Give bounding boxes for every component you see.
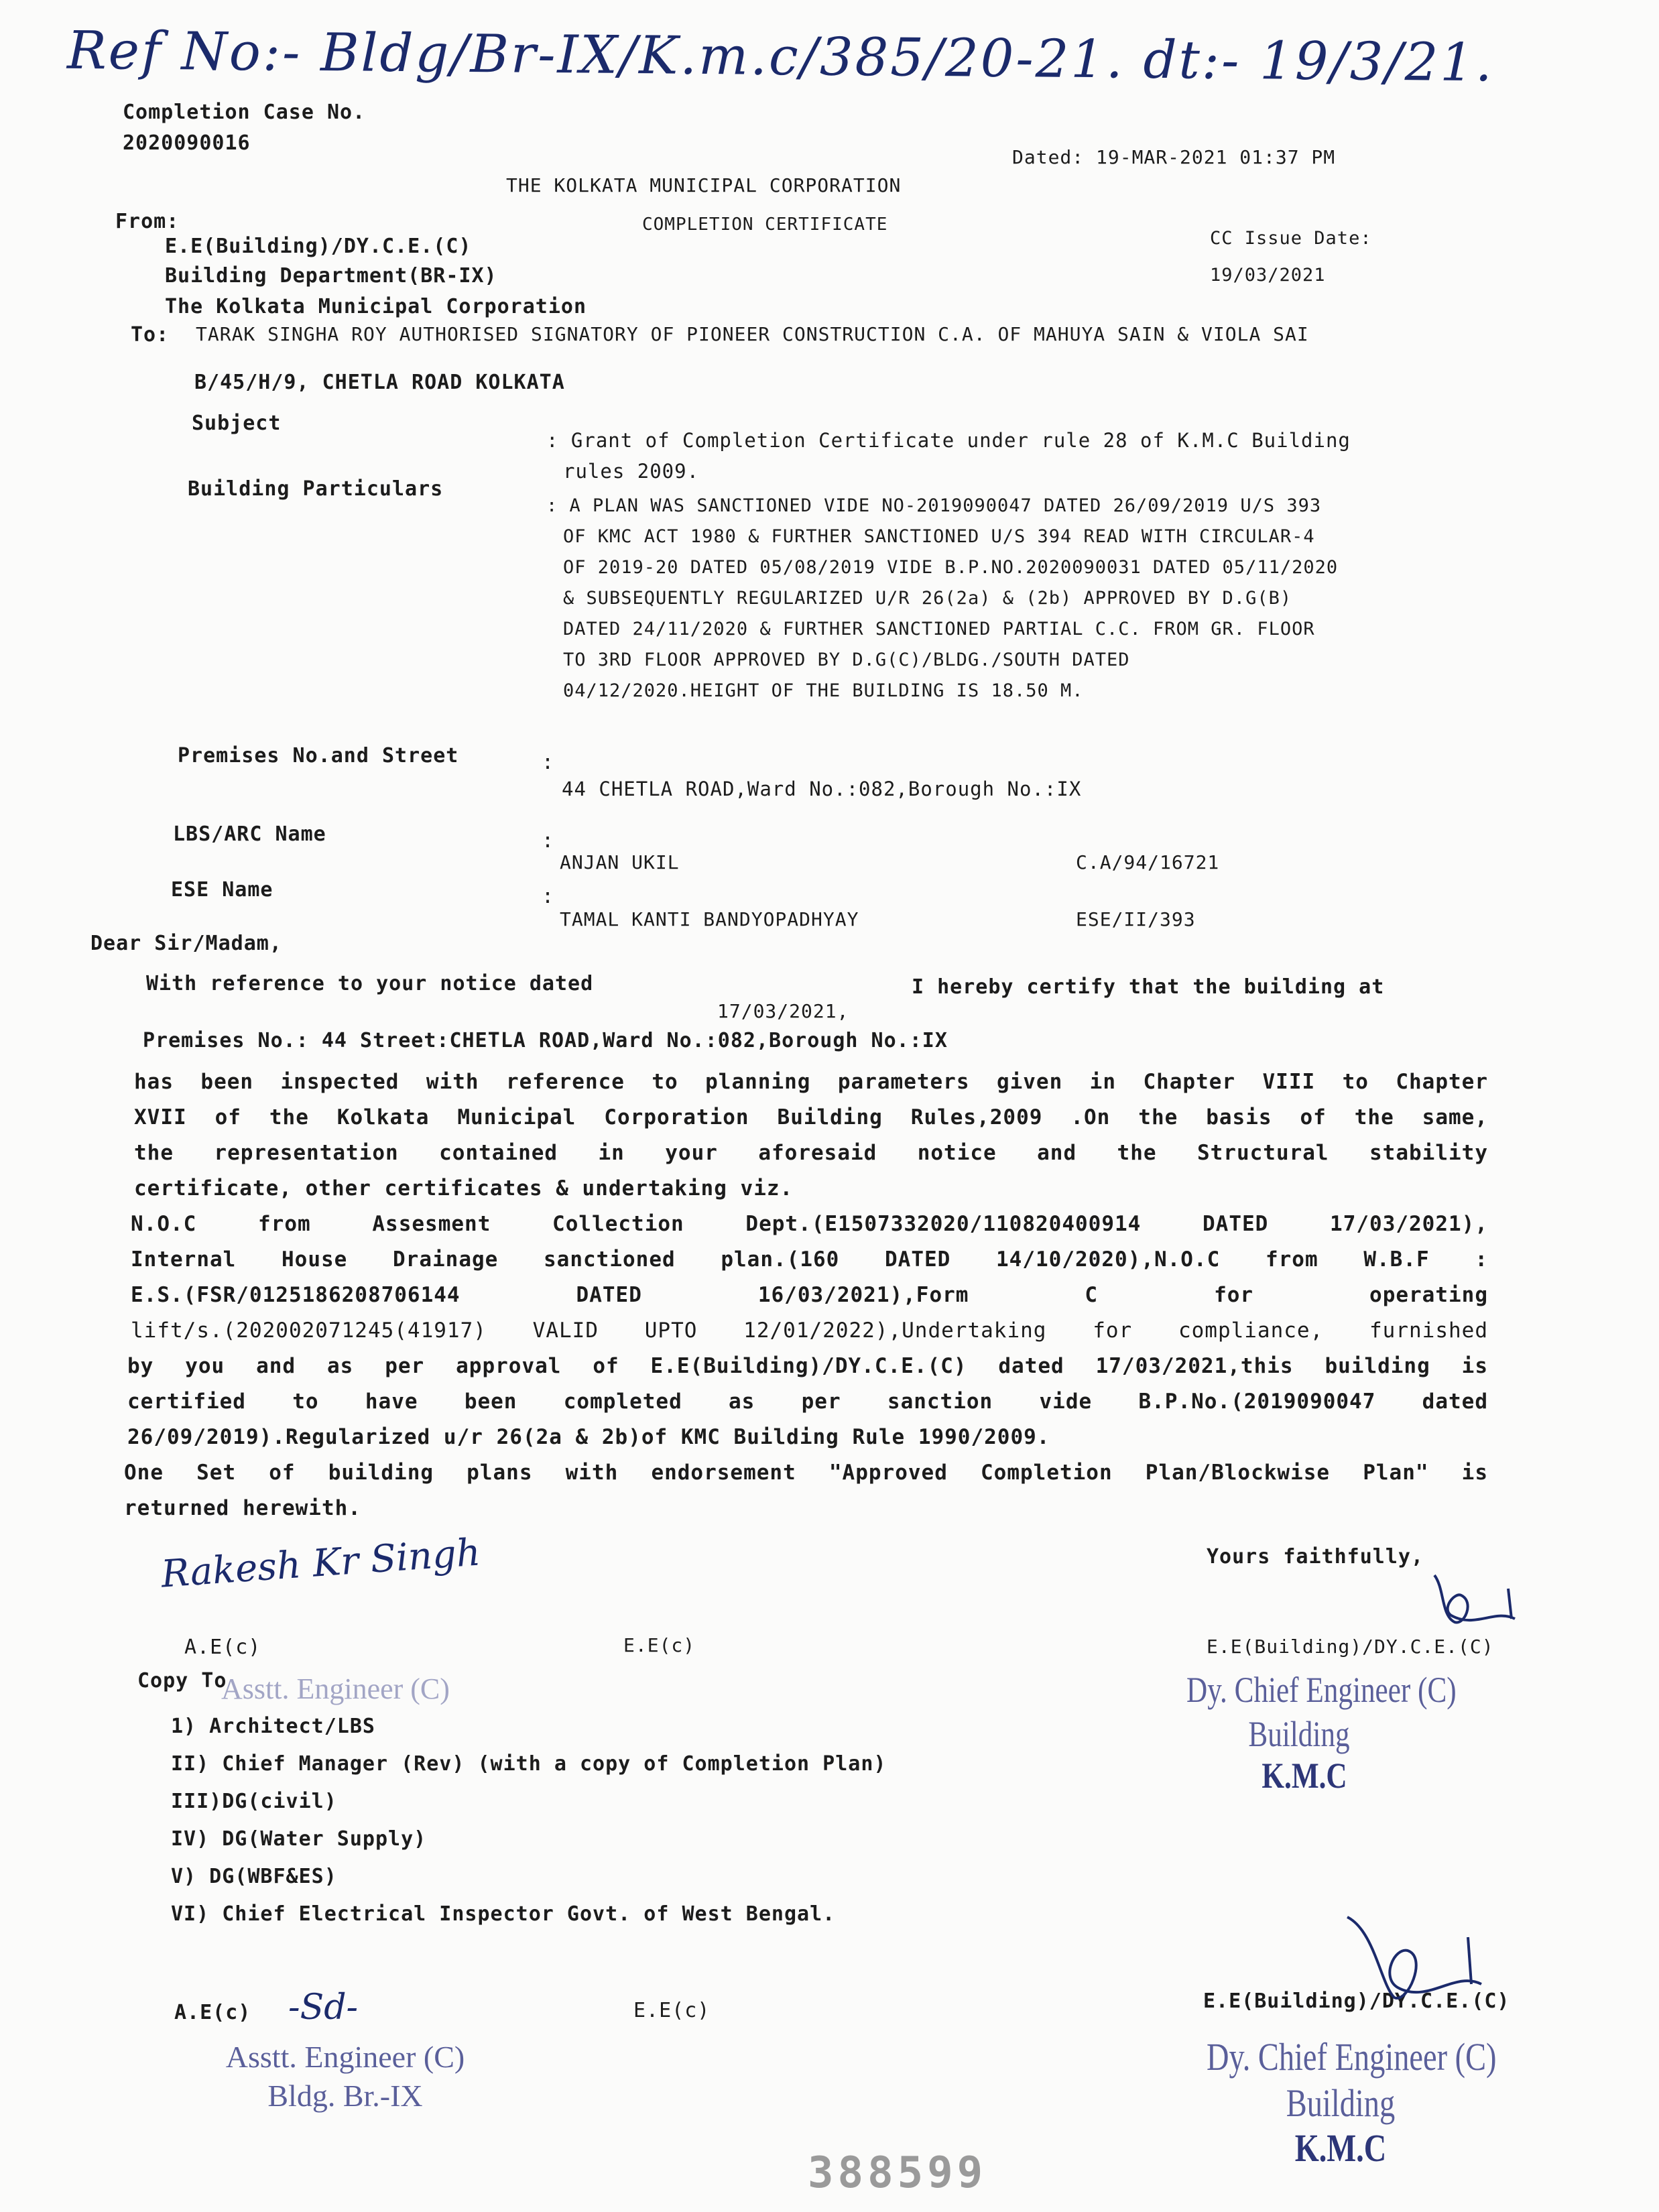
stamp-asstt-engineer-faint: Asstt. Engineer (C) (221, 1672, 450, 1705)
body-line: the representation contained in your aforesaid notice and the Structural stability (134, 1141, 1488, 1165)
body-line: by you and as per approval of E.E(Building)/DY.C.E.(C) dated 17/03/2021,this building is (127, 1354, 1488, 1378)
premises-label: Premises No.and Street (178, 744, 459, 767)
stamp-line: K.M.C (1262, 1756, 1347, 1796)
particulars-line: OF KMC ACT 1980 & FURTHER SANCTIONED U/S 394 READ WITH CIRCULAR-4 (563, 526, 1315, 547)
subject-line-1: : Grant of Completion Certificate under rule 28 of K.M.C Building (546, 429, 1351, 452)
stamp-line: Asstt. Engineer (C) (225, 2040, 465, 2074)
cc-issue-date: 19/03/2021 (1210, 265, 1326, 286)
body-line: returned herewith. (124, 1496, 361, 1520)
stamp-line: Dy. Chief Engineer (C) (1186, 1670, 1457, 1710)
to-line-1: TARAK SINGHA ROY AUTHORISED SIGNATORY OF PIONEER CONSTRUCTION C.A. OF MAHUYA SAIN & VIOLA SAI (196, 323, 1309, 345)
from-label: From: (115, 210, 180, 233)
handwritten-reference: Ref No:- Bldg/Br-IX/K.m.c/385/20-21. dt:- 19/3/21. (66, 20, 1495, 94)
body-line: E.S.(FSR/0125186208706144 DATED 16/03/2021),Form C for operating (131, 1283, 1488, 1307)
lbs-code: C.A/94/16721 (1076, 851, 1220, 873)
particulars-line: 04/12/2020.HEIGHT OF THE BUILDING IS 18.50 M. (563, 680, 1084, 701)
reference-text-a: With reference to your notice dated (146, 972, 594, 995)
from-line-3: The Kolkata Municipal Corporation (165, 295, 587, 318)
premises-line: Premises No.: 44 Street:CHETLA ROAD,Ward No.:082,Borough No.:IX (143, 1029, 948, 1052)
body-line: 26/09/2019).Regularized u/r 26(2a & 2b)of KMC Building Rule 1990/2009. (127, 1425, 1050, 1449)
copy-item: II) Chief Manager (Rev) (with a copy of Completion Plan) (171, 1752, 887, 1776)
salutation: Dear Sir/Madam, (90, 932, 282, 955)
body-line: N.O.C from Assesment Collection Dept.(E1507332020/110820400914 DATED 17/03/2021), (131, 1212, 1488, 1236)
reference-text-b: I hereby certify that the building at (912, 975, 1385, 999)
ee-c-label-1: E.E(c) (623, 1634, 696, 1656)
stamp-line: Building (1286, 2081, 1396, 2125)
certificate-body (124, 1064, 1488, 1526)
signature-scribble-top (1414, 1562, 1528, 1636)
from-line-1: E.E(Building)/DY.C.E.(C) (165, 235, 472, 258)
subject-line-2: rules 2009. (563, 460, 700, 483)
cc-issue-label: CC Issue Date: (1210, 228, 1372, 249)
lbs-name: ANJAN UKIL (560, 851, 680, 873)
copy-item: III)DG(civil) (171, 1790, 337, 1813)
stamp-line: K.M.C (1294, 2126, 1387, 2170)
building-particulars-text (546, 491, 1525, 706)
sd-mark: -Sd- (288, 1987, 359, 2028)
body-line: has been inspected with reference to planning parameters given in Chapter VIII to Chapter (134, 1070, 1488, 1094)
lbs-colon: : (542, 829, 555, 853)
body-line: certificate, other certificates & undertaking viz. (134, 1176, 794, 1201)
stamp-dy-chief-engineer-bottom (1207, 2034, 1497, 2170)
to-label: To: (131, 323, 170, 347)
corporation-title: THE KOLKATA MUNICIPAL CORPORATION (506, 174, 902, 196)
dated-timestamp: Dated: 19-MAR-2021 01:37 PM (1012, 146, 1336, 168)
body-line: lift/s.(202002071245(41917) VALID UPTO 12/01/2022),Undertaking for compliance, furnished (131, 1318, 1488, 1343)
copy-item: VI) Chief Electrical Inspector Govt. of West Bengal. (171, 1902, 836, 1926)
body-line: Internal House Drainage sanctioned plan.(160 DATED 14/10/2020),N.O.C from W.B.F : (131, 1247, 1488, 1272)
body-line: certified to have been completed as per sanction vide B.P.No.(2019090047 dated (127, 1390, 1488, 1414)
completion-case-label: Completion Case No. (123, 101, 366, 124)
stamp-line: Building (1248, 1714, 1350, 1754)
particulars-line: & SUBSEQUENTLY REGULARIZED U/R 26(2a) & (2b) APPROVED BY D.G(B) (563, 588, 1292, 609)
particulars-line: DATED 24/11/2020 & FURTHER SANCTIONED PARTIAL C.C. FROM GR. FLOOR (563, 619, 1315, 639)
ese-code: ESE/II/393 (1076, 908, 1196, 930)
ee-building-label-1: E.E(Building)/DY.C.E.(C) (1207, 1636, 1494, 1658)
copy-item: V) DG(WBF&ES) (171, 1865, 337, 1888)
body-line: XVII of the Kolkata Municipal Corporation Building Rules,2009 .On the basis of the same, (134, 1105, 1488, 1129)
ese-name: TAMAL KANTI BANDYOPADHYAY (560, 908, 859, 930)
lbs-label: LBS/ARC Name (173, 822, 326, 846)
to-line-2: B/45/H/9, CHETLA ROAD KOLKATA (194, 371, 565, 394)
from-line-2: Building Department(BR-IX) (165, 264, 497, 288)
stamp-line: Dy. Chief Engineer (C) (1207, 2035, 1497, 2079)
completion-case-number: 2020090016 (123, 131, 251, 155)
body-line: One Set of building plans with endorsement "Approved Completion Plan/Blockwise Plan" is (124, 1461, 1488, 1485)
signature-scribble-bottom (1334, 1904, 1495, 2018)
certificate-title: COMPLETION CERTIFICATE (642, 214, 888, 235)
premises-colon: : (542, 751, 555, 774)
yours-faithfully: Yours faithfully, (1207, 1545, 1424, 1569)
stamp-dy-chief-engineer (1186, 1669, 1457, 1796)
copy-to-list (171, 1708, 886, 1933)
copy-item: 1) Architect/LBS (171, 1715, 375, 1738)
ee-c-label-2: E.E(c) (633, 1999, 711, 2022)
notice-date: 17/03/2021, (717, 1000, 849, 1022)
ae-c-label-2: A.E(c) (174, 2001, 251, 2024)
copy-item: IV) DG(Water Supply) (171, 1827, 427, 1851)
footer-serial-number: 388599 (808, 2148, 987, 2198)
stamp-line: Bldg. Br.-IX (267, 2079, 423, 2113)
premises-value: 44 CHETLA ROAD,Ward No.:082,Borough No.:IX (562, 778, 1082, 800)
ese-colon: : (542, 885, 555, 908)
particulars-line: : A PLAN WAS SANCTIONED VIDE NO-2019090047 DATED 26/09/2019 U/S 393 (546, 495, 1322, 516)
copy-to-label: Copy To (137, 1669, 227, 1693)
ae-c-label-1: A.E(c) (184, 1636, 261, 1659)
subject-label: Subject (192, 412, 282, 435)
ee-building-label-2: E.E(Building)/DY.C.E.(C) (1203, 1989, 1510, 2013)
particulars-line: OF 2019-20 DATED 05/08/2019 VIDE B.P.NO.2020090031 DATED 05/11/2020 (563, 557, 1339, 578)
building-particulars-label: Building Particulars (188, 477, 444, 501)
particulars-line: TO 3RD FLOOR APPROVED BY D.G(C)/BLDG./SOUTH DATED (563, 650, 1130, 670)
handwritten-signature: Rakesh Kr Singh (160, 1530, 482, 1597)
ese-label: ESE Name (171, 878, 273, 902)
stamp-asstt-engineer (218, 2038, 473, 2115)
